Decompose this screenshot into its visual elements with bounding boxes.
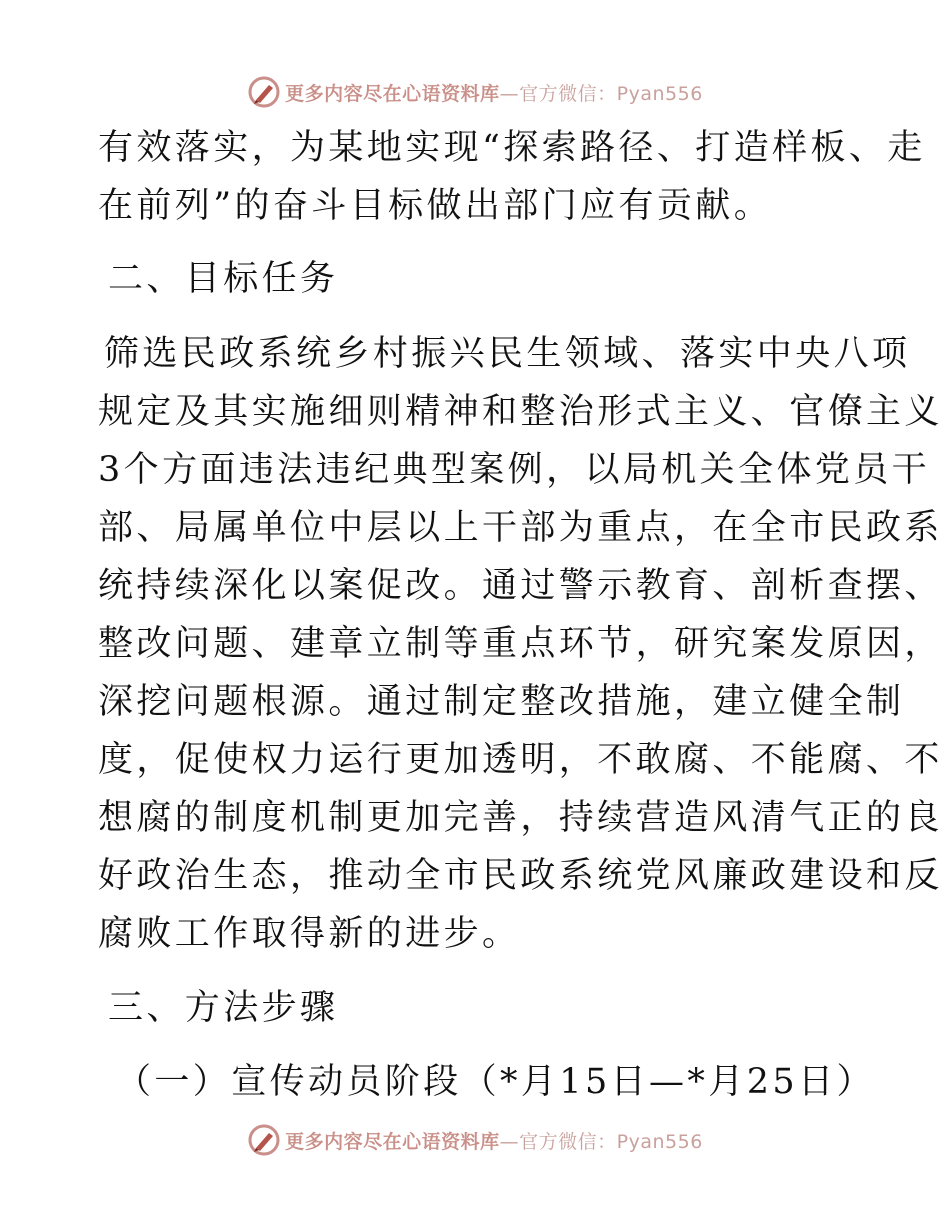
intro-line-1: 有效落实，为某地实现“探索路径、打造样板、走 <box>98 128 926 168</box>
section2-line-4: 部、局属单位中层以上干部为重点，在全市民政系 <box>98 508 943 548</box>
intro-line-2: 在前列”的奋斗目标做出部门应有贡献。 <box>98 186 773 226</box>
section2-line-5: 统持续深化以案促改。通过警示教育、剖析查摆、 <box>98 566 943 606</box>
watermark-brand: 更多内容尽在心语资料库 <box>285 1130 500 1153</box>
subsection1-heading: （一）宣传动员阶段（*月15日—*月25日） <box>116 1062 875 1102</box>
section2-line-2: 规定及其实施细则精神和整治形式主义、官僚主义 <box>98 392 943 432</box>
section2-line-9: 想腐的制度机制更加完善，持续营造风清气正的良 <box>98 798 943 838</box>
watermark-wechat: 官方微信：Pyan556 <box>519 1130 703 1153</box>
section2-line-11: 腐败工作取得新的进步。 <box>98 914 521 954</box>
header-watermark <box>0 72 950 112</box>
watermark-wechat: 官方微信：Pyan556 <box>519 82 703 105</box>
pen-logo-icon <box>247 75 281 109</box>
section2-line-8: 度，促使权力运行更加透明，不敢腐、不能腐、不 <box>98 740 943 780</box>
section2-line-10: 好政治生态，推动全市民政系统党风廉政建设和反 <box>98 856 943 896</box>
watermark-text <box>285 79 703 106</box>
section3-heading: 三、方法步骤 <box>108 988 339 1028</box>
pen-logo-icon <box>247 1123 281 1157</box>
section2-line-1: 筛选民政系统乡村振兴民生领域、落实中央八项 <box>104 334 911 374</box>
watermark-separator: — <box>499 1130 520 1153</box>
watermark-separator: — <box>499 82 520 105</box>
watermark-text <box>285 1127 703 1154</box>
section2-line-3: 3个方面违法违纪典型案例，以局机关全体党员干 <box>98 450 931 490</box>
section2-heading: 二、目标任务 <box>108 259 339 299</box>
section2-line-7: 深挖问题根源。通过制定整改措施，建立健全制 <box>98 682 905 722</box>
watermark-brand: 更多内容尽在心语资料库 <box>285 82 500 105</box>
footer-watermark <box>0 1120 950 1160</box>
section2-line-6: 整改问题、建章立制等重点环节，研究案发原因， <box>98 624 943 664</box>
